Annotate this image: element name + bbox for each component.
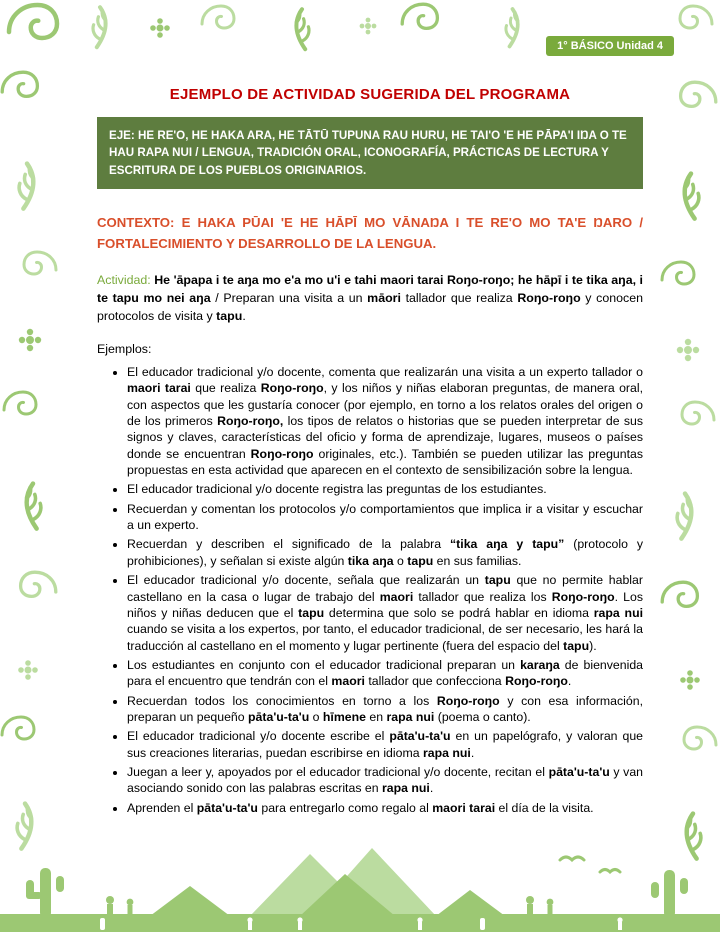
eje-banner: EJE: HE RE'O, HE HAKA ARA, HE TĀTŪ TUPUNA RAU HURU, HE TAI'O 'E HE PĀPA'I IŊA O TE HAU RAPA NUI / LENGUA, TRADICIÓN ORAL, ICONOGRAFÍA, PRÁCTICAS DE LECTURA Y ESCRITURA DE LOS PUEBLOS ORIGINARIOS.	[97, 117, 643, 189]
right-border-koru-pattern-icon	[656, 0, 720, 932]
top-border-koru-pattern-icon	[0, 0, 720, 66]
actividad-paragraph	[97, 272, 643, 326]
list-item: • Aprenden el pāta'u-ta'u para entregarlo como regalo al maori tarai el día de la visita.	[127, 800, 643, 816]
ejemplos-list	[97, 364, 643, 816]
document-content	[97, 86, 643, 819]
list-item: • Juegan a leer y, apoyados por el educador tradicional y/o docente, recitan el pāta'u-ta'u y van asociando sonido con las palabras escritas en rapa nui.	[127, 764, 643, 797]
unit-badge: 1° BÁSICO Unidad 4	[546, 36, 674, 56]
list-item: • El educador tradicional y/o docente escribe el pāta'u-ta'u en un papelógrafo, y valoran que sus creaciones literarias, puedan escribirse en idioma rapa nui.	[127, 728, 643, 761]
actividad-text: He 'āpapa i te aŋa mo e'a mo u'i e tahi maori tarai Roŋo-roŋo; he hāpī i te tika aŋa, i te tapu mo nei aŋa / Preparan una visita a un māori tallador que realiza Roŋo-roŋo y conocen protocolos de visita y tapu.	[97, 273, 643, 324]
page-title: EJEMPLO DE ACTIVIDAD SUGERIDA DEL PROGRAMA	[169, 86, 571, 103]
list-item: • Recuerdan todos los conocimientos en torno a los Roŋo-roŋo y con esa información, preparan un pequeño pāta'u-ta'u o hīmene en rapa nui (poema o canto).	[127, 693, 643, 726]
list-item: • Recuerdan y comentan los protocolos y/o comportamientos que implica ir a visitar y escuchar a un experto.	[127, 501, 643, 534]
list-item: • El educador tradicional y/o docente registra las preguntas de los estudiantes.	[127, 481, 643, 497]
left-border-koru-pattern-icon	[0, 0, 64, 932]
actividad-label: Actividad:	[97, 273, 155, 288]
list-item: • Recuerdan y describen el significado de la palabra “tika aŋa y tapu” (protocolo y prohibiciones), y señalan si existe algún tika aŋa o tapu en sus familias.	[127, 536, 643, 569]
footer-landscape-illustration	[0, 840, 720, 932]
list-item: • El educador tradicional y/o docente, señala que realizarán un tapu que no permite hablar castellano en la casa o lugar de trabajo del maori tallador que realiza los Roŋo-roŋo. Los niños y niñas deducen que el tapu determina que solo se podrá hablar en idioma rapa nui cuando se visita a los expertos, por tanto, el educador tradicional, de ser necesario, les hará la traducción al castellano en el momento y lugar pertinente (fuera del espacio del tapu).	[127, 572, 643, 654]
list-item: • Los estudiantes en conjunto con el educador tradicional preparan un karaŋa de bienvenida para el encuentro que tendrán con el maori tallador que confecciona Roŋo-roŋo.	[127, 657, 643, 690]
contexto-heading: CONTEXTO: E HAKA PŪAI 'E HE HĀPĪ MO VĀNAŊA I TE RE'O MO TA'E ŊARO / FORTALECIMIENTO Y DESARROLLO DE LA LENGUA.	[97, 215, 643, 251]
list-item: • El educador tradicional y/o docente, comenta que realizarán una visita a un experto tallador o maori tarai que realiza Roŋo-roŋo, y los niños y niñas elaboran preguntas, de manera oral, con aspectos que les gustaría conocer (por ejemplo, en torno a los relatos orales del origen o de los primeros Roŋo-roŋo, los tipos de relatos o historias que se pueden interpretar de sus signos y claves, características del oficio y forma de aprendizaje, lugares, museos o países donde se encuentran Roŋo-roŋo originales, etc.). También se pueden utilizar las preguntas propuestas en esta actividad que aparecen en el contexto de sensibilización sobre la lengua.	[127, 364, 643, 478]
ejemplos-label: Ejemplos:	[97, 342, 152, 357]
